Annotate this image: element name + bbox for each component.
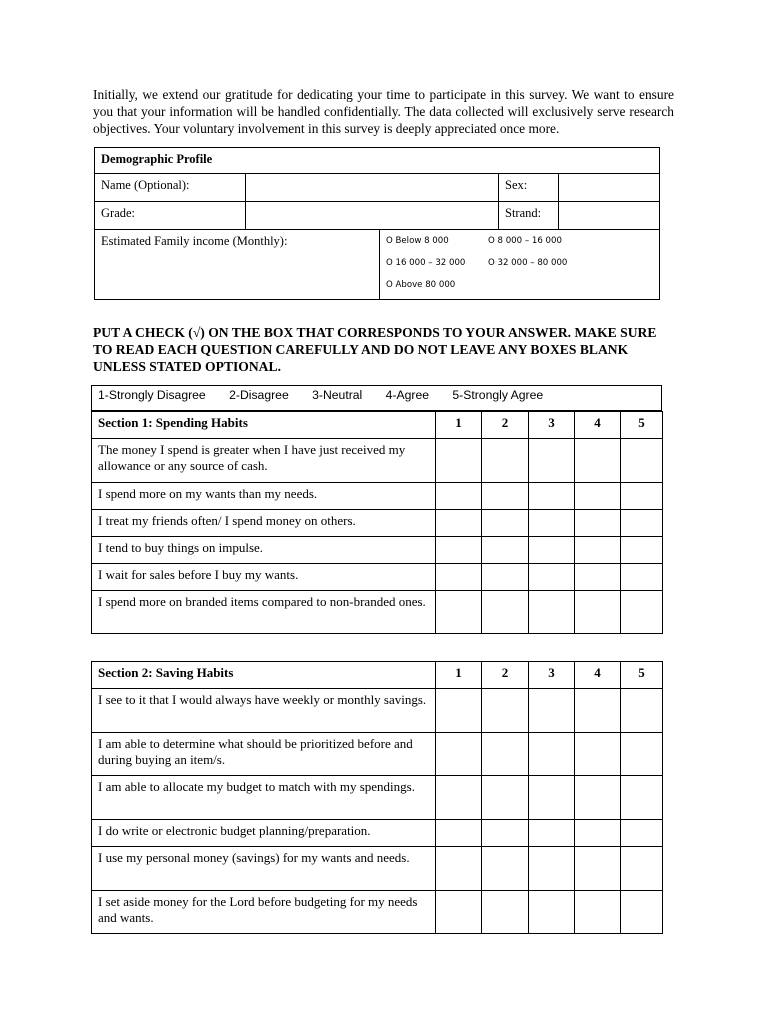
answer-box-4[interactable] [575, 591, 621, 634]
answer-box-1[interactable] [436, 564, 482, 591]
answer-box-2[interactable] [482, 537, 529, 564]
answer-box-5[interactable] [621, 891, 663, 934]
answer-box-3[interactable] [529, 537, 575, 564]
answer-box-1[interactable] [436, 847, 482, 891]
answer-box-1[interactable] [436, 591, 482, 634]
sex-label: Sex: [499, 174, 559, 202]
answer-box-5[interactable] [621, 510, 663, 537]
column-header-3: 3 [529, 412, 575, 439]
answer-box-5[interactable] [621, 591, 663, 634]
income-label: Estimated Family income (Monthly): [95, 230, 380, 300]
question-text: I see to it that I would always have weekly or monthly savings. [92, 689, 436, 733]
income-option-below-8000[interactable]: O Below 8 000 [386, 236, 449, 246]
answer-box-1[interactable] [436, 891, 482, 934]
demographic-title: Demographic Profile [95, 148, 660, 174]
answer-box-2[interactable] [482, 591, 529, 634]
column-header-1: 1 [436, 662, 482, 689]
answer-box-3[interactable] [529, 776, 575, 820]
question-text: The money I spend is greater when I have just received my allowance or any source of cash. [92, 439, 436, 483]
answer-box-5[interactable] [621, 537, 663, 564]
question-text: I spend more on my wants than my needs. [92, 483, 436, 510]
name-field[interactable] [246, 174, 499, 202]
scale-2: 2-Disagree [229, 388, 289, 402]
table-row [92, 439, 663, 483]
answer-box-4[interactable] [575, 776, 621, 820]
answer-box-4[interactable] [575, 820, 621, 847]
table-row [92, 510, 663, 537]
answer-box-1[interactable] [436, 733, 482, 776]
answer-box-2[interactable] [482, 820, 529, 847]
question-text: I set aside money for the Lord before budgeting for my needs and wants. [92, 891, 436, 934]
income-option-8000-16000[interactable]: O 8 000 – 16 000 [488, 236, 562, 246]
question-text: I use my personal money (savings) for my wants and needs. [92, 847, 436, 891]
likert-scale-legend [91, 385, 662, 411]
demographic-table [94, 147, 660, 300]
column-header-1: 1 [436, 412, 482, 439]
answer-box-1[interactable] [436, 689, 482, 733]
answer-box-3[interactable] [529, 689, 575, 733]
answer-box-3[interactable] [529, 510, 575, 537]
answer-box-4[interactable] [575, 537, 621, 564]
answer-box-2[interactable] [482, 891, 529, 934]
answer-box-2[interactable] [482, 847, 529, 891]
answer-box-5[interactable] [621, 439, 663, 483]
question-text: I treat my friends often/ I spend money on others. [92, 510, 436, 537]
table-row [92, 483, 663, 510]
answer-box-3[interactable] [529, 483, 575, 510]
answer-box-4[interactable] [575, 847, 621, 891]
answer-box-1[interactable] [436, 537, 482, 564]
answer-box-5[interactable] [621, 776, 663, 820]
answer-box-3[interactable] [529, 564, 575, 591]
answer-box-2[interactable] [482, 564, 529, 591]
table-row [92, 776, 663, 820]
answer-box-3[interactable] [529, 891, 575, 934]
income-options [380, 230, 660, 300]
answer-box-2[interactable] [482, 483, 529, 510]
column-header-4: 4 [575, 412, 621, 439]
table-row [92, 537, 663, 564]
column-header-4: 4 [575, 662, 621, 689]
grade-field[interactable] [246, 202, 499, 230]
name-label: Name (Optional): [95, 174, 246, 202]
scale-4: 4-Agree [385, 388, 429, 402]
table-row [92, 820, 663, 847]
table-row [92, 591, 663, 634]
column-header-5: 5 [621, 412, 663, 439]
question-text: I am able to determine what should be prioritized before and during buying an item/s. [92, 733, 436, 776]
income-option-above-80000[interactable]: O Above 80 000 [386, 280, 456, 290]
column-header-5: 5 [621, 662, 663, 689]
answer-box-3[interactable] [529, 439, 575, 483]
answer-box-5[interactable] [621, 483, 663, 510]
grade-label: Grade: [95, 202, 246, 230]
answer-box-3[interactable] [529, 733, 575, 776]
table-row [92, 733, 663, 776]
answer-box-4[interactable] [575, 510, 621, 537]
question-text: I do write or electronic budget planning/preparation. [92, 820, 436, 847]
table-row [92, 564, 663, 591]
answer-box-4[interactable] [575, 564, 621, 591]
question-text: I am able to allocate my budget to match with my spendings. [92, 776, 436, 820]
column-header-2: 2 [482, 662, 529, 689]
answer-box-5[interactable] [621, 847, 663, 891]
answer-box-2[interactable] [482, 689, 529, 733]
section-2-title: Section 2: Saving Habits [92, 662, 436, 689]
column-header-2: 2 [482, 412, 529, 439]
answer-box-4[interactable] [575, 891, 621, 934]
answer-box-5[interactable] [621, 689, 663, 733]
scale-5: 5-Strongly Agree [452, 388, 544, 402]
answer-box-1[interactable] [436, 510, 482, 537]
question-text: I spend more on branded items compared to non-branded ones. [92, 591, 436, 634]
answer-box-3[interactable] [529, 820, 575, 847]
instruction-text: PUT A CHECK (√) ON THE BOX THAT CORRESPONDS TO YOUR ANSWER. MAKE SURE TO READ EACH QUESTION CAREFULLY AND DO NOT LEAVE ANY BOXES BLANK UNLESS STATED OPTIONAL. [93, 325, 657, 374]
answer-box-2[interactable] [482, 510, 529, 537]
sex-field[interactable] [559, 174, 660, 202]
question-text: I wait for sales before I buy my wants. [92, 564, 436, 591]
scale-1: 1-Strongly Disagree [98, 388, 206, 402]
answer-box-2[interactable] [482, 733, 529, 776]
table-row [92, 891, 663, 934]
answer-box-4[interactable] [575, 483, 621, 510]
answer-box-4[interactable] [575, 689, 621, 733]
section-2-table [91, 661, 663, 934]
answer-box-3[interactable] [529, 591, 575, 634]
scale-3: 3-Neutral [312, 388, 363, 402]
answer-box-1[interactable] [436, 483, 482, 510]
answer-box-3[interactable] [529, 847, 575, 891]
answer-box-1[interactable] [436, 776, 482, 820]
section-1-title: Section 1: Spending Habits [92, 412, 436, 439]
column-header-3: 3 [529, 662, 575, 689]
question-text: I tend to buy things on impulse. [92, 537, 436, 564]
answer-box-1[interactable] [436, 439, 482, 483]
table-row [92, 689, 663, 733]
answer-box-2[interactable] [482, 439, 529, 483]
answer-box-5[interactable] [621, 820, 663, 847]
answer-box-5[interactable] [621, 733, 663, 776]
table-row [92, 847, 663, 891]
strand-label: Strand: [499, 202, 559, 230]
strand-field[interactable] [559, 202, 660, 230]
answer-box-2[interactable] [482, 776, 529, 820]
section-1-table [91, 411, 663, 634]
income-option-16000-32000[interactable]: O 16 000 – 32 000 [386, 258, 466, 268]
answer-box-1[interactable] [436, 820, 482, 847]
intro-paragraph: Initially, we extend our gratitude for dedicating your time to participate in this survey. We want to ensure you that your information will be handled confidentially. The data collected will exclusively serve research objectives. Your voluntary involvement in this survey is deeply appreciated once more. [93, 87, 674, 136]
answer-box-4[interactable] [575, 439, 621, 483]
answer-box-4[interactable] [575, 733, 621, 776]
income-option-32000-80000[interactable]: O 32 000 – 80 000 [488, 258, 568, 268]
answer-box-5[interactable] [621, 564, 663, 591]
